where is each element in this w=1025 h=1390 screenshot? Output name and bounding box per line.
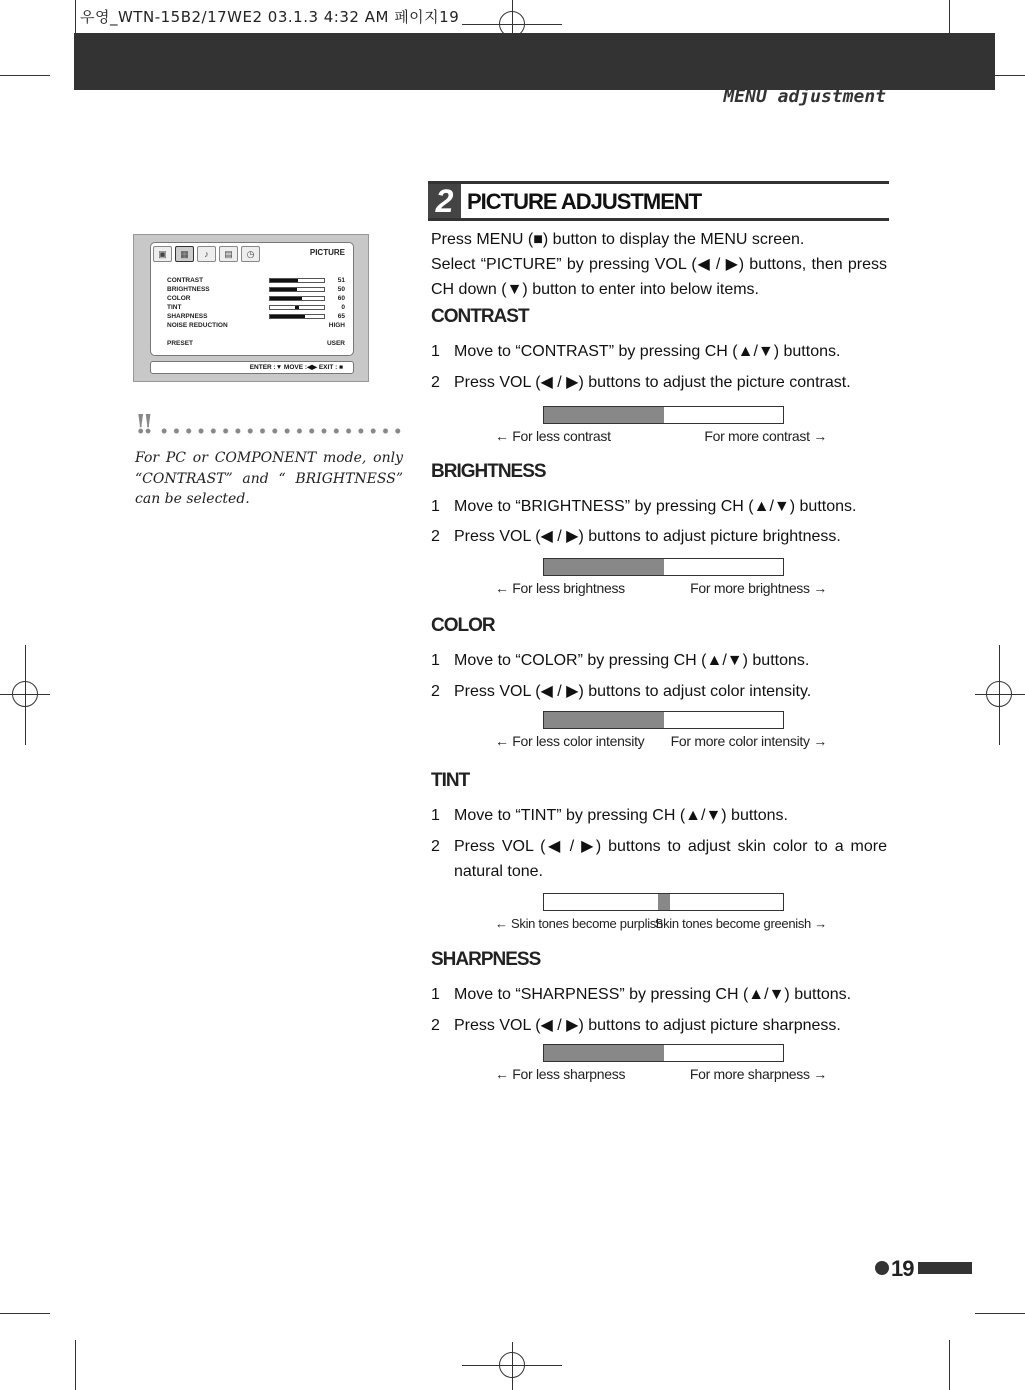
osd-level-bar — [269, 278, 325, 283]
page-bullet — [875, 1261, 889, 1275]
step-text: Move to “BRIGHTNESS” by pressing CH (▲/▼) buttons. — [454, 498, 857, 515]
step-2 — [431, 524, 887, 549]
section-number: 2 — [428, 184, 461, 218]
osd-value: 0 — [341, 304, 345, 311]
osd-level-fill — [270, 297, 302, 300]
step-2 — [431, 679, 887, 704]
color-demo-bar — [543, 711, 784, 729]
osd-value: HIGH — [328, 322, 345, 329]
subhead-color: COLOR — [431, 615, 495, 636]
contrast-demo-bar — [543, 406, 784, 424]
demo-bar-fill — [544, 712, 664, 728]
note-text: For PC or COMPONENT mode, only “CONTRAST” and “ BRIGHTNESS” can be selected. — [135, 450, 403, 507]
osd-value: 60 — [337, 295, 345, 302]
step-number: 1 — [431, 652, 440, 669]
caption-less: ← Skin tones become purplish — [495, 916, 663, 931]
step-2 — [431, 1013, 887, 1038]
section-heading — [428, 181, 889, 221]
page-number-bar — [918, 1262, 972, 1274]
step-1 — [431, 494, 887, 519]
step-text: Press VOL (◀ / ▶) buttons to adjust color intensity. — [454, 683, 812, 700]
osd-row-contrast — [167, 276, 345, 285]
osd-nav-hint: ENTER :▼ MOVE :◀▶ EXIT : ■ — [150, 361, 354, 374]
osd-label: NOISE REDUCTION — [167, 322, 228, 329]
crop-mark — [0, 75, 50, 76]
top-band — [74, 33, 995, 90]
caption-less: ← For less brightness — [495, 580, 625, 596]
osd-level-marker — [295, 306, 299, 309]
crop-mark — [0, 1313, 50, 1314]
step-text: Move to “SHARPNESS” by pressing CH (▲/▼) buttons. — [454, 986, 852, 1003]
osd-tab-sound-icon: ♪ — [197, 246, 216, 262]
step-number: 1 — [431, 986, 440, 1003]
sharpness-demo-bar — [543, 1044, 784, 1062]
step-number: 2 — [431, 528, 440, 545]
crop-mark — [975, 1313, 1025, 1314]
osd-row-brightness — [167, 285, 345, 294]
step-text: Move to “TINT” by pressing CH (▲/▼) buttons. — [454, 807, 788, 824]
osd-level-fill — [270, 279, 298, 282]
tint-demo-bar — [543, 893, 784, 911]
step-1 — [431, 803, 887, 828]
note-icon: !! — [135, 410, 150, 440]
osd-level-bar — [269, 296, 325, 301]
section-title: MENU adjustment — [723, 86, 886, 107]
step-text: Press VOL (◀ / ▶) buttons to adjust picture sharpness. — [454, 1017, 841, 1034]
registration-mark — [499, 1352, 525, 1378]
step-text: Move to “COLOR” by pressing CH (▲/▼) buttons. — [454, 652, 810, 669]
step-number: 2 — [431, 683, 440, 700]
osd-value: 50 — [337, 286, 345, 293]
osd-row-sharpness — [167, 312, 345, 321]
osd-value: 65 — [337, 313, 345, 320]
step-2 — [431, 370, 887, 395]
osd-level-fill — [270, 315, 305, 318]
osd-tab-setup-icon: ▤ — [219, 246, 238, 262]
osd-row-noise-reduction — [167, 321, 345, 330]
osd-label: SHARPNESS — [167, 313, 208, 320]
demo-bar-fill — [544, 1045, 664, 1061]
osd-menu-panel — [150, 242, 354, 356]
osd-label: PRESET — [167, 340, 194, 347]
caption-less: ← For less color intensity — [495, 733, 645, 749]
crop-mark — [75, 1340, 76, 1390]
osd-label: CONTRAST — [167, 277, 204, 284]
osd-value: USER — [326, 340, 345, 347]
step-1 — [431, 982, 887, 1007]
caption-more: For more brightness → — [690, 580, 827, 596]
osd-label: TINT — [167, 304, 182, 311]
step-1 — [431, 648, 887, 673]
caption-more: For more color intensity → — [670, 733, 827, 749]
osd-screen-illustration — [133, 234, 369, 382]
crop-mark — [949, 1340, 950, 1390]
step-1 — [431, 339, 887, 364]
step-number: 1 — [431, 807, 440, 824]
osd-label: BRIGHTNESS — [167, 286, 210, 293]
step-2 — [431, 834, 887, 884]
page-number: 19 — [891, 1256, 914, 1281]
subhead-contrast: CONTRAST — [431, 306, 529, 327]
demo-bar-fill — [544, 407, 664, 423]
step-number: 2 — [431, 374, 440, 391]
demo-bar-fill — [544, 559, 664, 575]
caption-more: For more sharpness → — [689, 1066, 827, 1082]
caption-more: Skin tones become greenish → — [654, 916, 827, 931]
registration-mark — [12, 681, 38, 707]
brightness-demo-bar — [543, 558, 784, 576]
step-text: Press VOL (◀ / ▶) buttons to adjust the picture contrast. — [454, 374, 851, 391]
intro-line-2: Select “PICTURE” by pressing VOL (◀ / ▶) buttons, then press CH down (▼) button to enter into below items. — [431, 256, 887, 298]
step-text: Move to “CONTRAST” by pressing CH (▲/▼) buttons. — [454, 343, 841, 360]
intro-line-1: Press MENU (■) button to display the MENU screen. — [431, 231, 805, 248]
caption-less: ← For less contrast — [495, 428, 611, 444]
step-number: 2 — [431, 838, 440, 855]
osd-level-bar — [269, 305, 325, 310]
subhead-tint: TINT — [431, 770, 470, 791]
osd-label: COLOR — [167, 295, 191, 302]
osd-level-bar — [269, 314, 325, 319]
print-header: 우영_WTN-15B2/17WE2 03.1.3 4:32 AM 페이지19 — [80, 8, 460, 26]
caption-more: For more contrast → — [704, 428, 827, 444]
step-number: 1 — [431, 498, 440, 515]
demo-bar-marker — [658, 894, 670, 910]
subhead-sharpness: SHARPNESS — [431, 949, 541, 970]
osd-row-color — [167, 294, 345, 303]
section-heading-text: PICTURE ADJUSTMENT — [467, 189, 702, 214]
note-divider — [158, 424, 406, 438]
caption-less: ← For less sharpness — [495, 1066, 626, 1082]
osd-row-tint — [167, 303, 345, 312]
step-text: Press VOL (◀ / ▶) buttons to adjust picture brightness. — [454, 528, 841, 545]
osd-level-bar — [269, 287, 325, 292]
registration-mark — [986, 681, 1012, 707]
step-text: Press VOL (◀ / ▶) buttons to adjust skin color to a more natural tone. — [454, 838, 887, 880]
osd-tab-timer-icon: ◷ — [241, 246, 260, 262]
osd-level-fill — [270, 288, 297, 291]
osd-tab-picture-icon: ▦ — [175, 246, 194, 262]
osd-row-preset — [167, 339, 345, 348]
osd-tab-icon: ▣ — [153, 246, 172, 262]
step-number: 1 — [431, 343, 440, 360]
osd-title: PICTURE — [309, 248, 345, 257]
step-number: 2 — [431, 1017, 440, 1034]
osd-value: 51 — [337, 277, 345, 284]
subhead-brightness: BRIGHTNESS — [431, 461, 546, 482]
